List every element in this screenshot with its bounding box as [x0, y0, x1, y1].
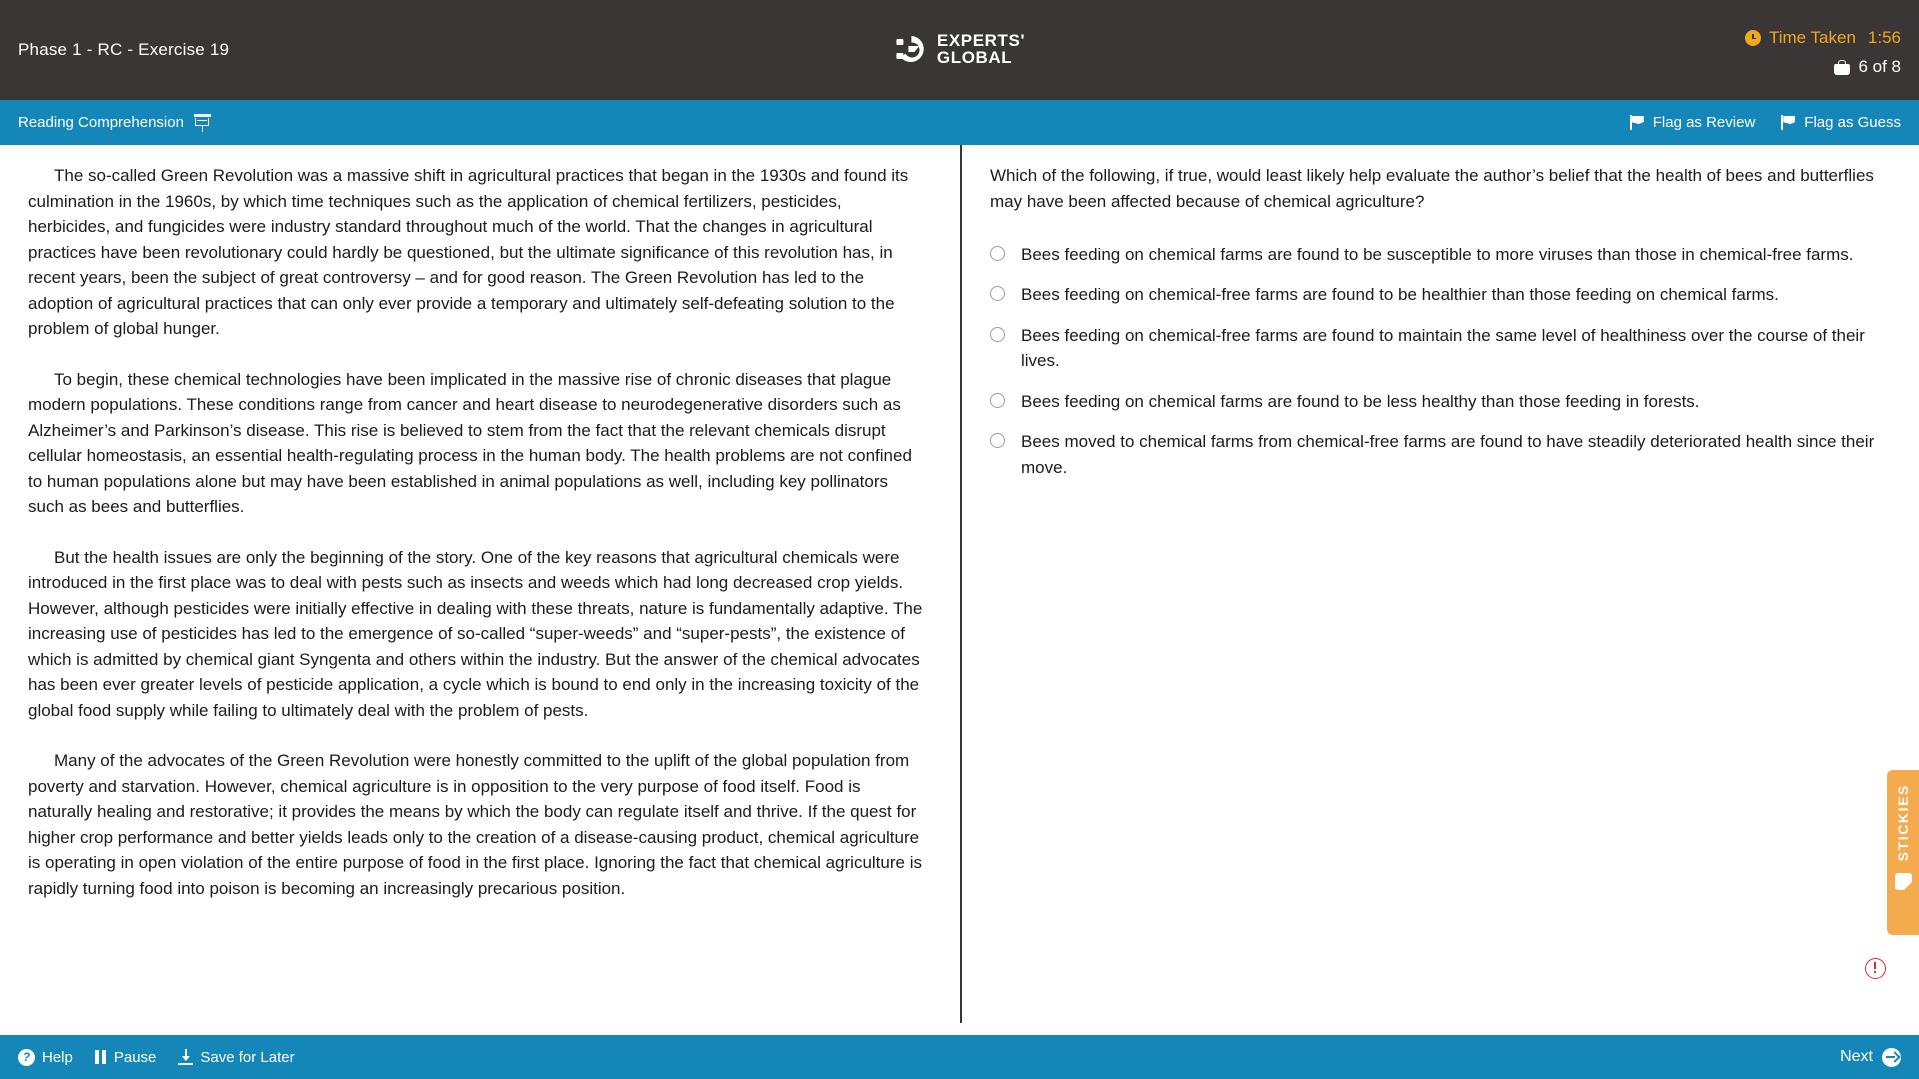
- answer-option[interactable]: [990, 422, 1889, 488]
- clock-icon: [1745, 30, 1761, 46]
- flag-as-guess-label: Flag as Guess: [1804, 114, 1901, 131]
- presentation-board-icon[interactable]: [194, 114, 211, 132]
- passage-pane: [0, 145, 958, 1035]
- logo-mark-icon: [894, 32, 928, 66]
- passage-paragraph: To begin, these chemical technologies have been implicated in the massive rise of chronic diseases that plague modern populations. These conditions range from cancer and heart disease to neurodegenerative disorders such as Alzheimer’s and Parkinson’s disease. This rise is believed to stem from the fact that the relevant chemicals disrupt cellular homeostasis, an essential health-regulating process in the human body. The health problems are not confined to human populations alone but may have been established in animal populations as well, including key pollinators such as bees and butterflies.: [28, 369, 912, 516]
- save-for-later-label: Save for Later: [200, 1048, 295, 1066]
- stickies-tab[interactable]: [1887, 770, 1919, 935]
- logo-line-2: GLOBAL: [936, 48, 1013, 68]
- section-bar: [0, 100, 1919, 145]
- answer-option[interactable]: [990, 234, 1889, 275]
- experts-global-logo: [894, 32, 1025, 67]
- answer-option-label: Bees feeding on chemical farms are found to be less healthy than those feeding in forests.: [1021, 391, 1700, 411]
- question-pane: [962, 145, 1919, 1035]
- stickies-label: STICKIES: [1895, 784, 1911, 862]
- question-prompt: Which of the following, if true, would least likely help evaluate the author’s belief that the health of bees and butterflies may have been affected because of chemical agriculture?: [990, 166, 1874, 211]
- sticky-note-icon: [1895, 873, 1912, 890]
- next-label: Next: [1840, 1048, 1873, 1065]
- question-count-row: [1834, 57, 1901, 77]
- passage-paragraph: But the health issues are only the beginning of the story. One of the key reasons that agricultural chemicals were introduced in the first place was to deal with pests such as insects and weeds which had long decreased crop yields. However, although pesticides were initially effective in dealing with these threats, nature is fundamentally adaptive. The increasing use of pesticides has led to the emergence of so-called “super-weeds” and “super-pests”, the existence of which is admitted by chemical giant Syngenta and others within the industry. But the answer of the chemical advocates has been ever greater levels of pesticide application, a cycle which is bound to end only in the increasing toxicity of the global food supply while failing to ultimately deal with the problem of pests.: [28, 547, 923, 720]
- next-button[interactable]: [1840, 1035, 1901, 1079]
- download-icon: [178, 1049, 193, 1065]
- answer-option[interactable]: [990, 315, 1889, 381]
- question-count-value: 6 of 8: [1858, 57, 1901, 76]
- flag-icon: [1781, 115, 1796, 130]
- answer-options: [990, 234, 1889, 488]
- answer-option-label: Bees feeding on chemical farms are found to be susceptible to more viruses than those in chemical-free farms.: [1021, 244, 1854, 264]
- timer-and-count: [1745, 28, 1901, 77]
- pause-label: Pause: [113, 1048, 157, 1066]
- answer-option-label: Bees feeding on chemical-free farms are found to be healthier than those feeding on chemical farms.: [1021, 285, 1779, 304]
- answer-option[interactable]: [990, 275, 1889, 316]
- section-type: [18, 100, 211, 145]
- alert-exclamation-icon[interactable]: [1865, 958, 1886, 979]
- flag-icon: [1630, 115, 1645, 130]
- briefcase-icon: [1834, 60, 1850, 75]
- help-button[interactable]: [18, 1049, 73, 1066]
- logo-line-1: EXPERTS': [936, 31, 1026, 50]
- radio-button[interactable]: [990, 246, 1005, 261]
- pause-button[interactable]: [95, 1049, 157, 1066]
- arrow-right-icon: [1882, 1048, 1901, 1067]
- answer-option-label: Bees moved to chemical farms from chemical-free farms are found to have steadily deteriorated health since their move.: [1021, 432, 1875, 477]
- exercise-title: Phase 1 - RC - Exercise 19: [18, 40, 230, 59]
- flag-as-guess-button[interactable]: [1781, 114, 1901, 131]
- answer-option[interactable]: [990, 381, 1889, 422]
- section-label: Reading Comprehension: [18, 114, 184, 131]
- bottom-toolbar: [0, 1035, 1919, 1079]
- radio-button[interactable]: [990, 393, 1005, 408]
- answer-option-label: Bees feeding on chemical-free farms are found to maintain the same level of healthiness over the course of their lives.: [1021, 325, 1865, 370]
- radio-button[interactable]: [990, 286, 1005, 301]
- time-taken-value: 1:56: [1867, 28, 1901, 47]
- flag-controls: [1630, 100, 1901, 145]
- bottom-left-actions: [18, 1035, 295, 1079]
- pane-divider: [960, 145, 962, 1023]
- radio-button[interactable]: [990, 433, 1005, 448]
- time-taken-label: Time Taken: [1768, 28, 1856, 47]
- top-header-bar: [0, 0, 1919, 100]
- passage-paragraph: The so-called Green Revolution was a massive shift in agricultural practices that began in the 1930s and found its culmination in the 1960s, by which time techniques such as the application of chemical fertilizers, pesticides, herbicides, and fungicides were industry standard throughout much of the world. That the changes in agricultural practices have been revolutionary could hardly be questioned, but the ultimate significance of this revolution has, in recent years, been the subject of great controversy – and for good reason. The Green Revolution has led to the adoption of agricultural practices that can only ever provide a temporary and ultimately self-defeating solution to the problem of global hunger.: [28, 166, 909, 338]
- flag-as-review-label: Flag as Review: [1652, 114, 1756, 131]
- passage-paragraph: Many of the advocates of the Green Revolution were honestly committed to the uplift of the global population from poverty and starvation. However, chemical agriculture is in opposition to the very purpose of food itself. Food is naturally healing and restorative; it provides the means by which the body can regulate itself and thrive. If the quest for higher crop performance and better yields leads only to the creation of a disease-causing product, chemical agriculture is operating in open violation of the entire purpose of food in the first place. Ignoring the fact that chemical agriculture is rapidly turning food into poison is becoming an increasingly precarious position.: [28, 751, 922, 898]
- radio-button[interactable]: [990, 327, 1005, 342]
- help-label: Help: [42, 1048, 73, 1066]
- save-for-later-button[interactable]: [178, 1049, 294, 1066]
- question-mark-icon: ?: [18, 1049, 35, 1066]
- pause-icon: [95, 1050, 107, 1064]
- time-taken-row: [1745, 28, 1901, 48]
- flag-as-review-button[interactable]: [1630, 114, 1756, 131]
